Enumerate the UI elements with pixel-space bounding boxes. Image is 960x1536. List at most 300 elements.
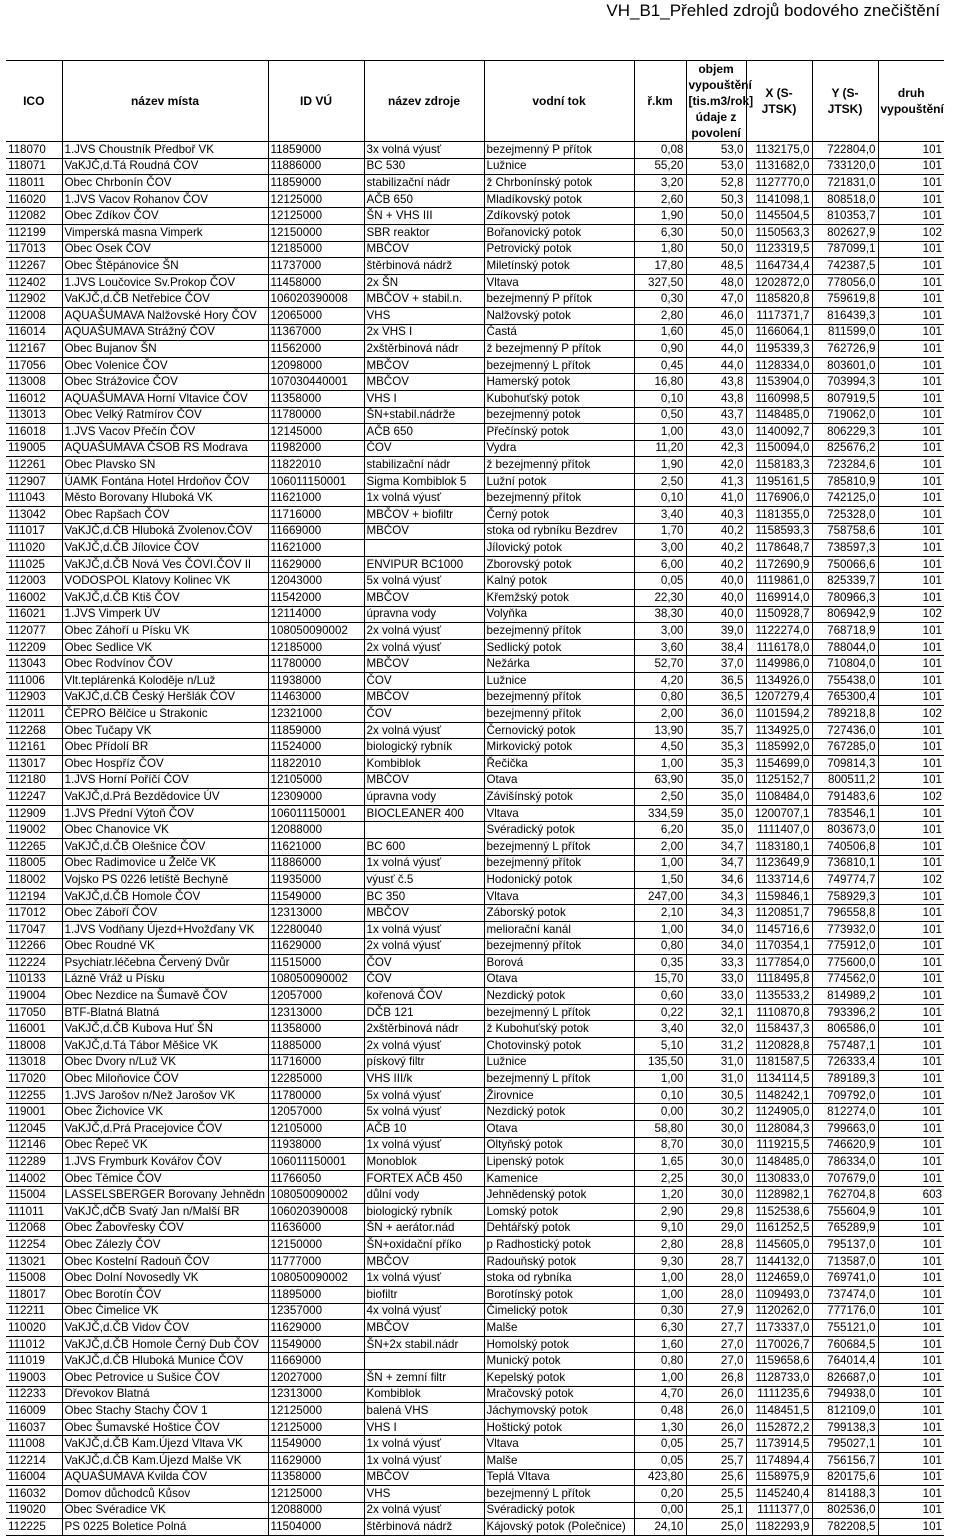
cell-nazev-zdroje: ČOV: [364, 440, 484, 457]
cell-ico: 116021: [6, 606, 62, 623]
cell-nazev-zdroje: ČOV: [364, 673, 484, 690]
cell-vodni-tok: bezejmenný L přítok: [484, 1486, 634, 1503]
cell-id-vu: 12145000: [268, 424, 364, 441]
cell-objem: 1,90: [634, 457, 686, 474]
table-row: [6, 673, 944, 690]
cell-druh: 101: [878, 1419, 944, 1436]
cell-y: 710804,0: [812, 656, 878, 673]
table-row: [6, 507, 944, 524]
cell-rkm: 48,5: [686, 258, 746, 275]
cell-vodni-tok: Jáchymovský potok: [484, 1403, 634, 1420]
cell-rkm: 47,0: [686, 291, 746, 308]
cell-id-vu: 11885000: [268, 1038, 364, 1055]
cell-nazev-zdroje: ŠN+2x stabil.nádr: [364, 1336, 484, 1353]
cell-vodni-tok: Borová: [484, 955, 634, 972]
cell-objem: 9,10: [634, 1220, 686, 1237]
cell-id-vu: 106020390008: [268, 291, 364, 308]
cell-druh: 101: [878, 988, 944, 1005]
cell-ico: 112146: [6, 1137, 62, 1154]
cell-druh: 101: [878, 241, 944, 258]
cell-x: 1127770,0: [746, 175, 812, 192]
cell-nazev-mista: VaKJČ,d.ČB Netřebice ČOV: [62, 291, 268, 308]
cell-y: 799138,3: [812, 1419, 878, 1436]
cell-x: 1134926,0: [746, 673, 812, 690]
cell-nazev-mista: Obec Záhoří u Písku VK: [62, 623, 268, 640]
cell-ico: 112214: [6, 1452, 62, 1469]
cell-ico: 111025: [6, 556, 62, 573]
cell-nazev-zdroje: 2x ŠN: [364, 274, 484, 291]
cell-vodni-tok: bezejmenný L přítok: [484, 1004, 634, 1021]
table-row: [6, 307, 944, 324]
cell-ico: 112011: [6, 706, 62, 723]
table-row: [6, 1220, 944, 1237]
cell-nazev-mista: Vojsko PS 0226 letiště Bechyně: [62, 872, 268, 889]
cell-y: 825339,7: [812, 573, 878, 590]
cell-objem: 1,80: [634, 241, 686, 258]
cell-druh: 101: [878, 573, 944, 590]
cell-x: 1116178,0: [746, 639, 812, 656]
page-title: VH_B1_Přehled zdrojů bodového znečištění: [606, 1, 940, 20]
cell-nazev-zdroje: BC 530: [364, 158, 484, 175]
cell-rkm: 31,2: [686, 1038, 746, 1055]
cell-nazev-mista: AQUAŠUMAVA Horní Vltavice ČOV: [62, 390, 268, 407]
table-row: [6, 357, 944, 374]
table-row: [6, 805, 944, 822]
table-row: [6, 1502, 944, 1519]
cell-nazev-zdroje: MBČOV: [364, 1469, 484, 1486]
table-row: [6, 1436, 944, 1453]
cell-vodni-tok: Malše: [484, 1320, 634, 1337]
cell-objem: 1,60: [634, 324, 686, 341]
cell-rkm: 37,0: [686, 656, 746, 673]
cell-vodni-tok: Chotovinský potok: [484, 1038, 634, 1055]
cell-objem: 2,80: [634, 307, 686, 324]
table-row: [6, 490, 944, 507]
cell-id-vu: 11515000: [268, 955, 364, 972]
cell-druh: 101: [878, 689, 944, 706]
cell-nazev-mista: ÚAMK Fontána Hotel Hrdoňov ČOV: [62, 473, 268, 490]
table-row: [6, 739, 944, 756]
table-row: [6, 324, 944, 341]
cell-rkm: 41,0: [686, 490, 746, 507]
cell-vodni-tok: ž Chrbonínský potok: [484, 175, 634, 192]
cell-vodni-tok: bezejmenný L přítok: [484, 838, 634, 855]
cell-y: 806942,9: [812, 606, 878, 623]
cell-vodni-tok: bezejmenný přítok: [484, 689, 634, 706]
table-row: [6, 191, 944, 208]
cell-nazev-mista: Obec Velký Ratmírov ČOV: [62, 407, 268, 424]
cell-y: 791483,6: [812, 789, 878, 806]
cell-id-vu: 12027000: [268, 1369, 364, 1386]
cell-x: 1150094,0: [746, 440, 812, 457]
cell-druh: 101: [878, 1087, 944, 1104]
cell-ico: 117050: [6, 1004, 62, 1021]
cell-vodni-tok: bezejmenný potok: [484, 407, 634, 424]
cell-id-vu: 11859000: [268, 175, 364, 192]
cell-nazev-mista: VaKJČ,d.ČB Olešnice ČOV: [62, 838, 268, 855]
cell-rkm: 31,0: [686, 1054, 746, 1071]
cell-x: 1120262,0: [746, 1303, 812, 1320]
cell-y: 725328,0: [812, 507, 878, 524]
cell-vodni-tok: Svéradický potok: [484, 1502, 634, 1519]
cell-druh: 101: [878, 1104, 944, 1121]
cell-objem: 247,00: [634, 888, 686, 905]
cell-x: 1176906,0: [746, 490, 812, 507]
cell-nazev-zdroje: 3x volná výusť: [364, 142, 484, 159]
cell-ico: 112909: [6, 805, 62, 822]
cell-id-vu: 11629000: [268, 556, 364, 573]
table-row: [6, 938, 944, 955]
cell-id-vu: 107030440001: [268, 374, 364, 391]
cell-rkm: 27,0: [686, 1353, 746, 1370]
cell-nazev-zdroje: AČB 10: [364, 1121, 484, 1138]
cell-nazev-mista: VaKJČ,d.ČB Jílovice ČOV: [62, 540, 268, 557]
cell-id-vu: 11780000: [268, 407, 364, 424]
table-row: [6, 457, 944, 474]
table-row: [6, 789, 944, 806]
cell-y: 794938,0: [812, 1386, 878, 1403]
cell-vodni-tok: bezejmenný přítok: [484, 938, 634, 955]
cell-ico: 118017: [6, 1286, 62, 1303]
cell-y: 810353,7: [812, 208, 878, 225]
cell-nazev-zdroje: 2x volná výusť: [364, 1038, 484, 1055]
cell-x: 1128334,0: [746, 357, 812, 374]
table-row: [6, 158, 944, 175]
cell-nazev-zdroje: Kombiblok: [364, 755, 484, 772]
cell-nazev-zdroje: BC 600: [364, 838, 484, 855]
cell-druh: 101: [878, 1237, 944, 1254]
cell-objem: 2,60: [634, 191, 686, 208]
cell-y: 820175,6: [812, 1469, 878, 1486]
cell-objem: 0,80: [634, 938, 686, 955]
cell-nazev-mista: VaKJČ,d.Tá Tábor Měšice VK: [62, 1038, 268, 1055]
cell-y: 764014,4: [812, 1353, 878, 1370]
cell-nazev-zdroje: 1x volná výusť: [364, 921, 484, 938]
cell-objem: 6,30: [634, 1320, 686, 1337]
cell-vodni-tok: Zdíkovský potok: [484, 208, 634, 225]
cell-y: 703994,3: [812, 374, 878, 391]
cell-nazev-zdroje: pískový filtr: [364, 1054, 484, 1071]
cell-x: 1154699,0: [746, 755, 812, 772]
cell-ico: 112003: [6, 573, 62, 590]
cell-rkm: 28,7: [686, 1253, 746, 1270]
col-header-nazev-zdroje: název zdroje: [364, 61, 484, 142]
table-row: [6, 590, 944, 607]
cell-x: 1123649,9: [746, 855, 812, 872]
cell-nazev-zdroje: VHS III/k: [364, 1071, 484, 1088]
cell-objem: 0,30: [634, 291, 686, 308]
cell-druh: 101: [878, 142, 944, 159]
table-row: [6, 424, 944, 441]
cell-ico: 112224: [6, 955, 62, 972]
cell-ico: 112907: [6, 473, 62, 490]
cell-x: 1141098,1: [746, 191, 812, 208]
cell-y: 793396,2: [812, 1004, 878, 1021]
cell-ico: 119003: [6, 1369, 62, 1386]
cell-id-vu: 12150000: [268, 224, 364, 241]
cell-x: 1130833,0: [746, 1170, 812, 1187]
cell-rkm: 45,0: [686, 324, 746, 341]
cell-objem: 8,70: [634, 1137, 686, 1154]
cell-nazev-zdroje: MBČOV: [364, 374, 484, 391]
table-row: [6, 1452, 944, 1469]
cell-x: 1124659,0: [746, 1270, 812, 1287]
cell-y: 775600,0: [812, 955, 878, 972]
cell-ico: 116004: [6, 1469, 62, 1486]
cell-rkm: 35,0: [686, 805, 746, 822]
cell-ico: 112045: [6, 1121, 62, 1138]
cell-ico: 112082: [6, 208, 62, 225]
cell-nazev-mista: Obec Petrovice u Sušice ČOV: [62, 1369, 268, 1386]
cell-x: 1128084,3: [746, 1121, 812, 1138]
cell-druh: 101: [878, 1286, 944, 1303]
cell-x: 1177854,0: [746, 955, 812, 972]
cell-rkm: 34,3: [686, 905, 746, 922]
cell-y: 777176,0: [812, 1303, 878, 1320]
cell-objem: 6,30: [634, 224, 686, 241]
cell-id-vu: 11458000: [268, 274, 364, 291]
cell-x: 1148485,0: [746, 1154, 812, 1171]
cell-nazev-zdroje: MBČOV: [364, 772, 484, 789]
cell-nazev-zdroje: [364, 540, 484, 557]
cell-id-vu: 11859000: [268, 142, 364, 159]
cell-nazev-mista: VODOSPOL Klatovy Kolinec VK: [62, 573, 268, 590]
cell-rkm: 40,3: [686, 507, 746, 524]
cell-rkm: 32,0: [686, 1021, 746, 1038]
table-row: [6, 1170, 944, 1187]
cell-vodni-tok: bezejmenný P přítok: [484, 142, 634, 159]
cell-nazev-mista: Obec Žichovice VK: [62, 1104, 268, 1121]
cell-ico: 113042: [6, 507, 62, 524]
cell-rkm: 35,3: [686, 755, 746, 772]
cell-vodni-tok: Závišínský potok: [484, 789, 634, 806]
cell-druh: 101: [878, 424, 944, 441]
cell-nazev-zdroje: 5x volná výusť: [364, 573, 484, 590]
cell-vodni-tok: Otava: [484, 1121, 634, 1138]
cell-druh: 101: [878, 1386, 944, 1403]
cell-y: 799663,0: [812, 1121, 878, 1138]
cell-nazev-zdroje: MBČOV: [364, 905, 484, 922]
cell-x: 1145504,5: [746, 208, 812, 225]
cell-objem: 2,50: [634, 789, 686, 806]
cell-objem: 0,80: [634, 1353, 686, 1370]
cell-rkm: 40,0: [686, 573, 746, 590]
cell-objem: 423,80: [634, 1469, 686, 1486]
cell-nazev-zdroje: 2xštěrbinová nádr: [364, 1021, 484, 1038]
cell-vodni-tok: Vltava: [484, 1436, 634, 1453]
cell-x: 1148451,5: [746, 1403, 812, 1420]
cell-ico: 112254: [6, 1237, 62, 1254]
cell-nazev-zdroje: 2xštěrbinová nádr: [364, 341, 484, 358]
cell-objem: 2,10: [634, 905, 686, 922]
table-row: [6, 1353, 944, 1370]
cell-vodni-tok: Lomský potok: [484, 1204, 634, 1221]
cell-druh: 101: [878, 805, 944, 822]
cell-nazev-mista: Vlt.teplárenká Koloděje n/Luž: [62, 673, 268, 690]
table-row: [6, 1237, 944, 1254]
cell-ico: 113013: [6, 407, 62, 424]
cell-id-vu: 11629000: [268, 1320, 364, 1337]
cell-nazev-mista: PS 0225 Boletice Polná: [62, 1519, 268, 1536]
cell-druh: 101: [878, 673, 944, 690]
cell-ico: 112265: [6, 838, 62, 855]
cell-y: 749774,7: [812, 872, 878, 889]
cell-vodni-tok: bezejmenný přítok: [484, 623, 634, 640]
cell-nazev-mista: Obec Žabovřesky ČOV: [62, 1220, 268, 1237]
cell-nazev-mista: Dřevokov Blatná: [62, 1386, 268, 1403]
table-row: [6, 838, 944, 855]
cell-ico: 113017: [6, 755, 62, 772]
table-row: [6, 971, 944, 988]
table-row: [6, 1336, 944, 1353]
cell-ico: 117013: [6, 241, 62, 258]
cell-x: 1135533,2: [746, 988, 812, 1005]
cell-id-vu: 11504000: [268, 1519, 364, 1536]
cell-nazev-mista: BTF-Blatná Blatná: [62, 1004, 268, 1021]
cell-objem: 0,20: [634, 1486, 686, 1503]
cell-druh: 101: [878, 1369, 944, 1386]
cell-druh: 101: [878, 1519, 944, 1536]
cell-nazev-mista: 1.JVS Vodňany Újezd+Hvožďany VK: [62, 921, 268, 938]
cell-y: 738597,3: [812, 540, 878, 557]
cell-y: 757487,1: [812, 1038, 878, 1055]
cell-id-vu: 12313000: [268, 905, 364, 922]
table-row: [6, 1104, 944, 1121]
cell-rkm: 48,0: [686, 274, 746, 291]
col-header-id-vu: ID VÚ: [268, 61, 364, 142]
cell-druh: 101: [878, 590, 944, 607]
cell-nazev-mista: Psychiatr.léčebna Červený Dvůr: [62, 955, 268, 972]
cell-id-vu: 12150000: [268, 1237, 364, 1254]
cell-nazev-mista: Obec Rapšach ČOV: [62, 507, 268, 524]
cell-rkm: 29,8: [686, 1204, 746, 1221]
cell-y: 750066,6: [812, 556, 878, 573]
col-header-vodni-tok: vodní tok: [484, 61, 634, 142]
cell-nazev-mista: 1.JVS Vacov Přečín ČOV: [62, 424, 268, 441]
cell-x: 1144132,0: [746, 1253, 812, 1270]
cell-vodni-tok: Mladíkovský potok: [484, 191, 634, 208]
cell-id-vu: 108050090002: [268, 1187, 364, 1204]
cell-vodni-tok: Mirkovický potok: [484, 739, 634, 756]
cell-objem: 6,00: [634, 556, 686, 573]
table-row: [6, 656, 944, 673]
cell-id-vu: 11886000: [268, 855, 364, 872]
cell-nazev-mista: 1.JVS Přední Výtoň ČOV: [62, 805, 268, 822]
cell-nazev-zdroje: AČB 650: [364, 424, 484, 441]
cell-vodni-tok: stoka od rybníka: [484, 1270, 634, 1287]
cell-x: 1118495,8: [746, 971, 812, 988]
cell-nazev-zdroje: štěrbinová nádrž: [364, 1519, 484, 1536]
cell-nazev-zdroje: 5x volná výusť: [364, 1087, 484, 1104]
cell-vodni-tok: Radouňský potok: [484, 1253, 634, 1270]
cell-nazev-zdroje: 4x volná výusť: [364, 1303, 484, 1320]
cell-y: 713587,0: [812, 1253, 878, 1270]
cell-y: 726333,4: [812, 1054, 878, 1071]
table-row: [6, 706, 944, 723]
cell-nazev-zdroje: ŠN+oxidační příko: [364, 1237, 484, 1254]
cell-objem: 2,50: [634, 473, 686, 490]
cell-nazev-zdroje: 5x volná výusť: [364, 1104, 484, 1121]
cell-vodni-tok: Kubohuťský potok: [484, 390, 634, 407]
cell-objem: 0,50: [634, 407, 686, 424]
cell-rkm: 25,5: [686, 1486, 746, 1503]
cell-nazev-mista: Obec Plavsko SN: [62, 457, 268, 474]
cell-ico: 112267: [6, 258, 62, 275]
table-row: [6, 1137, 944, 1154]
cell-ico: 113018: [6, 1054, 62, 1071]
cell-nazev-mista: Obec Miloňovice ČOV: [62, 1071, 268, 1088]
cell-nazev-zdroje: MBČOV: [364, 1253, 484, 1270]
cell-y: 769741,0: [812, 1270, 878, 1287]
cell-nazev-zdroje: úpravna vody: [364, 606, 484, 623]
cell-id-vu: 11549000: [268, 1336, 364, 1353]
cell-druh: 101: [878, 639, 944, 656]
cell-y: 795027,1: [812, 1436, 878, 1453]
cell-y: 755121,0: [812, 1320, 878, 1337]
cell-ico: 111011: [6, 1204, 62, 1221]
cell-id-vu: 108050090002: [268, 623, 364, 640]
cell-nazev-mista: 1.JVS Vimperk ÚV: [62, 606, 268, 623]
cell-nazev-zdroje: ŠN+stabil.nádrže: [364, 407, 484, 424]
cell-ico: 110020: [6, 1320, 62, 1337]
cell-vodni-tok: Kájovský potok (Polečnice): [484, 1519, 634, 1536]
cell-vodni-tok: Křemžský potok: [484, 590, 634, 607]
cell-nazev-mista: Obec Šumavské Hoštice ČOV: [62, 1419, 268, 1436]
cell-ico: 117056: [6, 357, 62, 374]
cell-objem: 58,80: [634, 1121, 686, 1138]
table-row: [6, 142, 944, 159]
cell-vodni-tok: Borotínský potok: [484, 1286, 634, 1303]
cell-nazev-zdroje: MBČOV: [364, 656, 484, 673]
cell-nazev-mista: Obec Osek ČOV: [62, 241, 268, 258]
cell-nazev-mista: VaKJČ,d.ČB Kam.Újezd Vltava VK: [62, 1436, 268, 1453]
cell-nazev-zdroje: Sigma Kombiblok 5: [364, 473, 484, 490]
cell-nazev-mista: VaKJČ,dČB Svatý Jan n/Malší BR: [62, 1204, 268, 1221]
cell-nazev-zdroje: ŠN + zemní filtr: [364, 1369, 484, 1386]
cell-y: 825676,2: [812, 440, 878, 457]
cell-id-vu: 11549000: [268, 1436, 364, 1453]
cell-x: 1125152,7: [746, 772, 812, 789]
cell-nazev-mista: AQUAŠUMAVA Nalžovské Hory ČOV: [62, 307, 268, 324]
cell-nazev-mista: VaKJČ,d.ČB Ktiš ČOV: [62, 590, 268, 607]
cell-y: 812274,0: [812, 1104, 878, 1121]
cell-rkm: 25,7: [686, 1452, 746, 1469]
cell-x: 1145605,0: [746, 1237, 812, 1254]
cell-x: 1173914,5: [746, 1436, 812, 1453]
cell-id-vu: 12185000: [268, 639, 364, 656]
cell-rkm: 25,1: [686, 1502, 746, 1519]
cell-nazev-mista: Obec Kostelní Radouň ČOV: [62, 1253, 268, 1270]
cell-vodni-tok: bezejmenný P přítok: [484, 291, 634, 308]
table-row: [6, 722, 944, 739]
cell-id-vu: 11938000: [268, 1137, 364, 1154]
cell-id-vu: 106020390008: [268, 1204, 364, 1221]
cell-objem: 0,35: [634, 955, 686, 972]
cell-nazev-mista: LASSELSBERGER Borovany Jehnědn: [62, 1187, 268, 1204]
cell-y: 760684,5: [812, 1336, 878, 1353]
cell-objem: 1,20: [634, 1187, 686, 1204]
cell-rkm: 42,0: [686, 457, 746, 474]
cell-ico: 118011: [6, 175, 62, 192]
cell-y: 803601,0: [812, 357, 878, 374]
cell-y: 785810,9: [812, 473, 878, 490]
cell-vodni-tok: stoka od rybníku Bezdrev: [484, 523, 634, 540]
cell-x: 1178648,7: [746, 540, 812, 557]
cell-y: 723284,6: [812, 457, 878, 474]
cell-nazev-mista: Obec Záboří ČOV: [62, 905, 268, 922]
cell-y: 774562,0: [812, 971, 878, 988]
cell-ico: 117012: [6, 905, 62, 922]
